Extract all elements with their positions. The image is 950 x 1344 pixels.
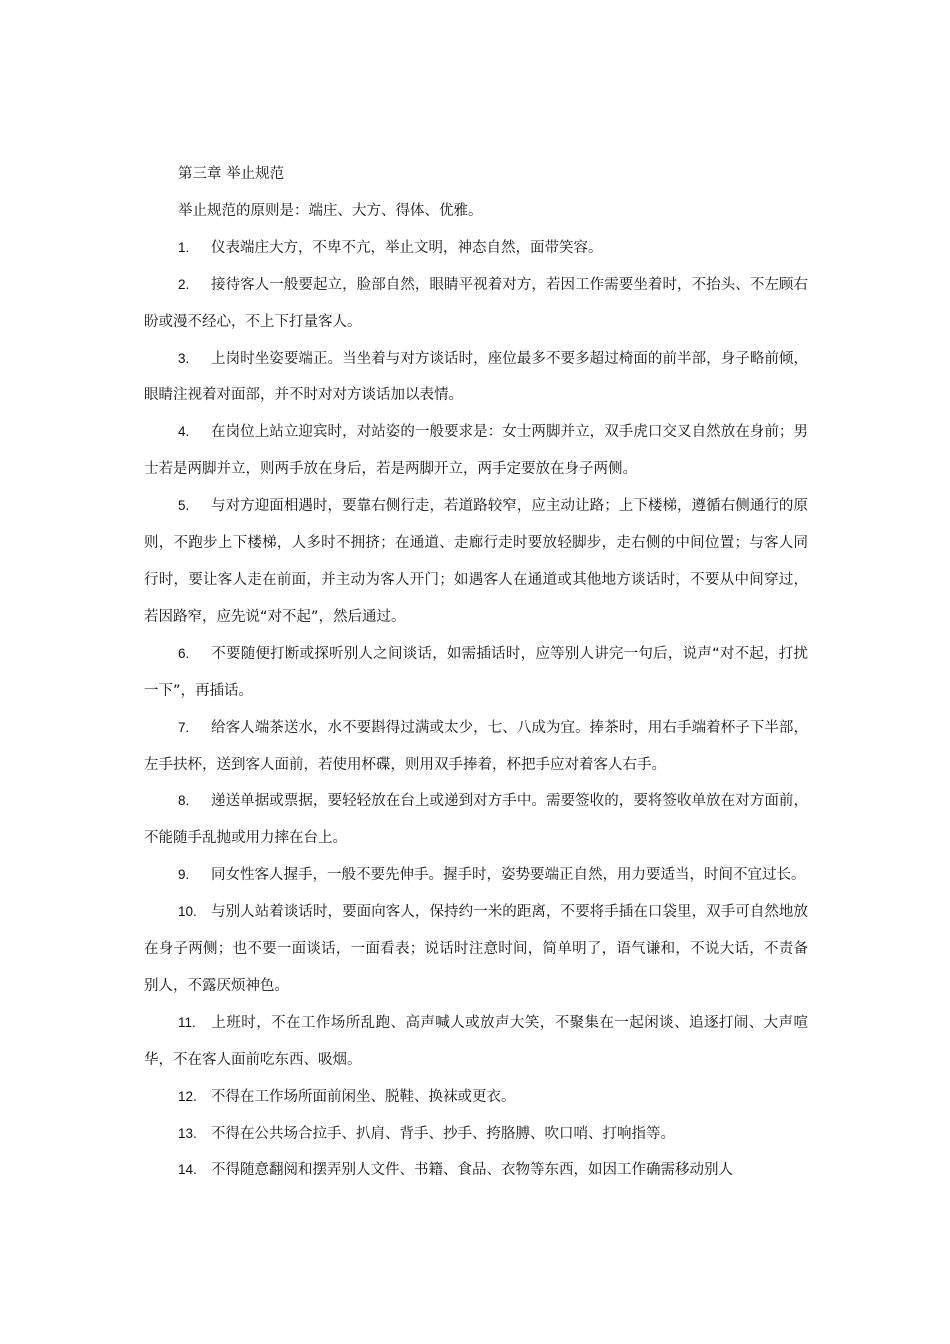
item-number: 1. [178,239,190,255]
list-item [144,1079,808,1116]
list-item [144,710,808,784]
item-number: 12. [178,1088,197,1104]
item-number: 9. [178,867,190,883]
chapter-title: 第三章 举止规范 [178,166,285,182]
item-number: 11. [178,1014,196,1030]
item-text: 上班时，不在工作场所乱跑、高声喊人或放声大笑，不聚集在一起闲谈、追逐打闹、大声喧华，不在客人面前吃东西、吸烟。 [144,1014,808,1068]
list-item [144,1116,808,1153]
item-number: 5. [178,498,190,514]
list-item [144,488,808,636]
principle-paragraph: 举止规范的原则是：端庄、大方、得体、优雅。 [178,202,483,219]
item-text: 不得随意翻阅和摆弄别人文件、书籍、食品、衣物等东西，如因工作确需移动别人 [211,1162,733,1179]
list-item [144,1005,808,1079]
list-item [144,894,808,1005]
item-number: 6. [178,645,190,661]
list-item [144,230,808,267]
list-item [144,267,808,341]
item-number: 10. [178,904,197,920]
list-item [144,783,808,857]
document-body [144,156,808,1189]
item-text: 在岗位上站立迎宾时，对站姿的一般要求是：女士两脚并立，双手虎口交叉自然放在身前；男士若是两脚并立，则两手放在身后，若是两脚开立，两手定要放在身子两侧。 [144,424,808,478]
item-text: 上岗时坐姿要端正。当坐着与对方谈话时，座位最多不要多超过椅面的前半部，身子略前倾，眼睛注视着对面部，并不时对对方谈话加以表情。 [144,350,808,404]
item-text: 不得在公共场合拉手、扒肩、背手、抄手、挎胳膊、吹口哨、打响指等。 [211,1125,675,1142]
item-number: 4. [178,424,190,440]
list-item [144,636,808,710]
item-text: 不得在工作场所面前闲坐、脱鞋、换袜或更衣。 [211,1088,516,1105]
item-text: 与对方迎面相遇时，要靠右侧行走，若道路较窄，应主动让路；上下楼梯，遵循右侧通行的原则，不跑步上下楼梯，人多时不拥挤；在通道、走廊行走时要放轻脚步，走右侧的中间位置；与客人同行时，要让客人走在前面，并主动为客人开门；如遇客人在通道或其他地方谈话时，不要从中间穿过，若因路窄，应先说“对不起”，然后通过。 [144,498,808,625]
item-text: 递送单据或票据，要轻轻放在台上或递到对方手中。需要签收的，要将签收单放在对方面前，不能随手乱抛或用力摔在台上。 [144,793,808,847]
item-number: 8. [178,793,190,809]
item-text: 同女性客人握手，一般不要先伸手。握手时，姿势要端正自然，用力要适当，时间不宜过长。 [211,867,806,884]
item-text: 仪表端庄大方，不卑不亢，举止文明，神态自然，面带笑容。 [211,239,603,256]
item-text: 不要随便打断或探听别人之间谈话，如需插话时，应等别人讲完一句后，说声“对不起，打扰一下”，再插话。 [144,645,808,699]
list-item [144,341,808,415]
item-number: 13. [178,1125,197,1141]
item-number: 14. [178,1162,197,1178]
list-item [144,414,808,488]
list-item [144,857,808,894]
item-number: 7. [178,719,190,735]
item-text: 给客人端茶送水，水不要斟得过满或太少，七、八成为宜。捧茶时，用右手端着杯子下半部，左手扶杯，送到客人面前，若使用杯碟，则用双手捧着，杯把手应对着客人右手。 [144,719,808,773]
item-number: 2. [178,276,190,292]
item-number: 3. [178,350,190,366]
item-text: 与别人站着谈话时，要面向客人，保持约一米的距离，不要将手插在口袋里，双手可自然地放在身子两侧；也不要一面谈话，一面看表；说话时注意时间，简单明了，语气谦和，不说大话，不责备别人，不露厌烦神色。 [144,904,808,994]
list-item [144,1152,808,1189]
item-text: 接待客人一般要起立，脸部自然，眼睛平视着对方，若因工作需要坐着时，不抬头、不左顾右盼或漫不经心，不上下打量客人。 [144,276,808,330]
